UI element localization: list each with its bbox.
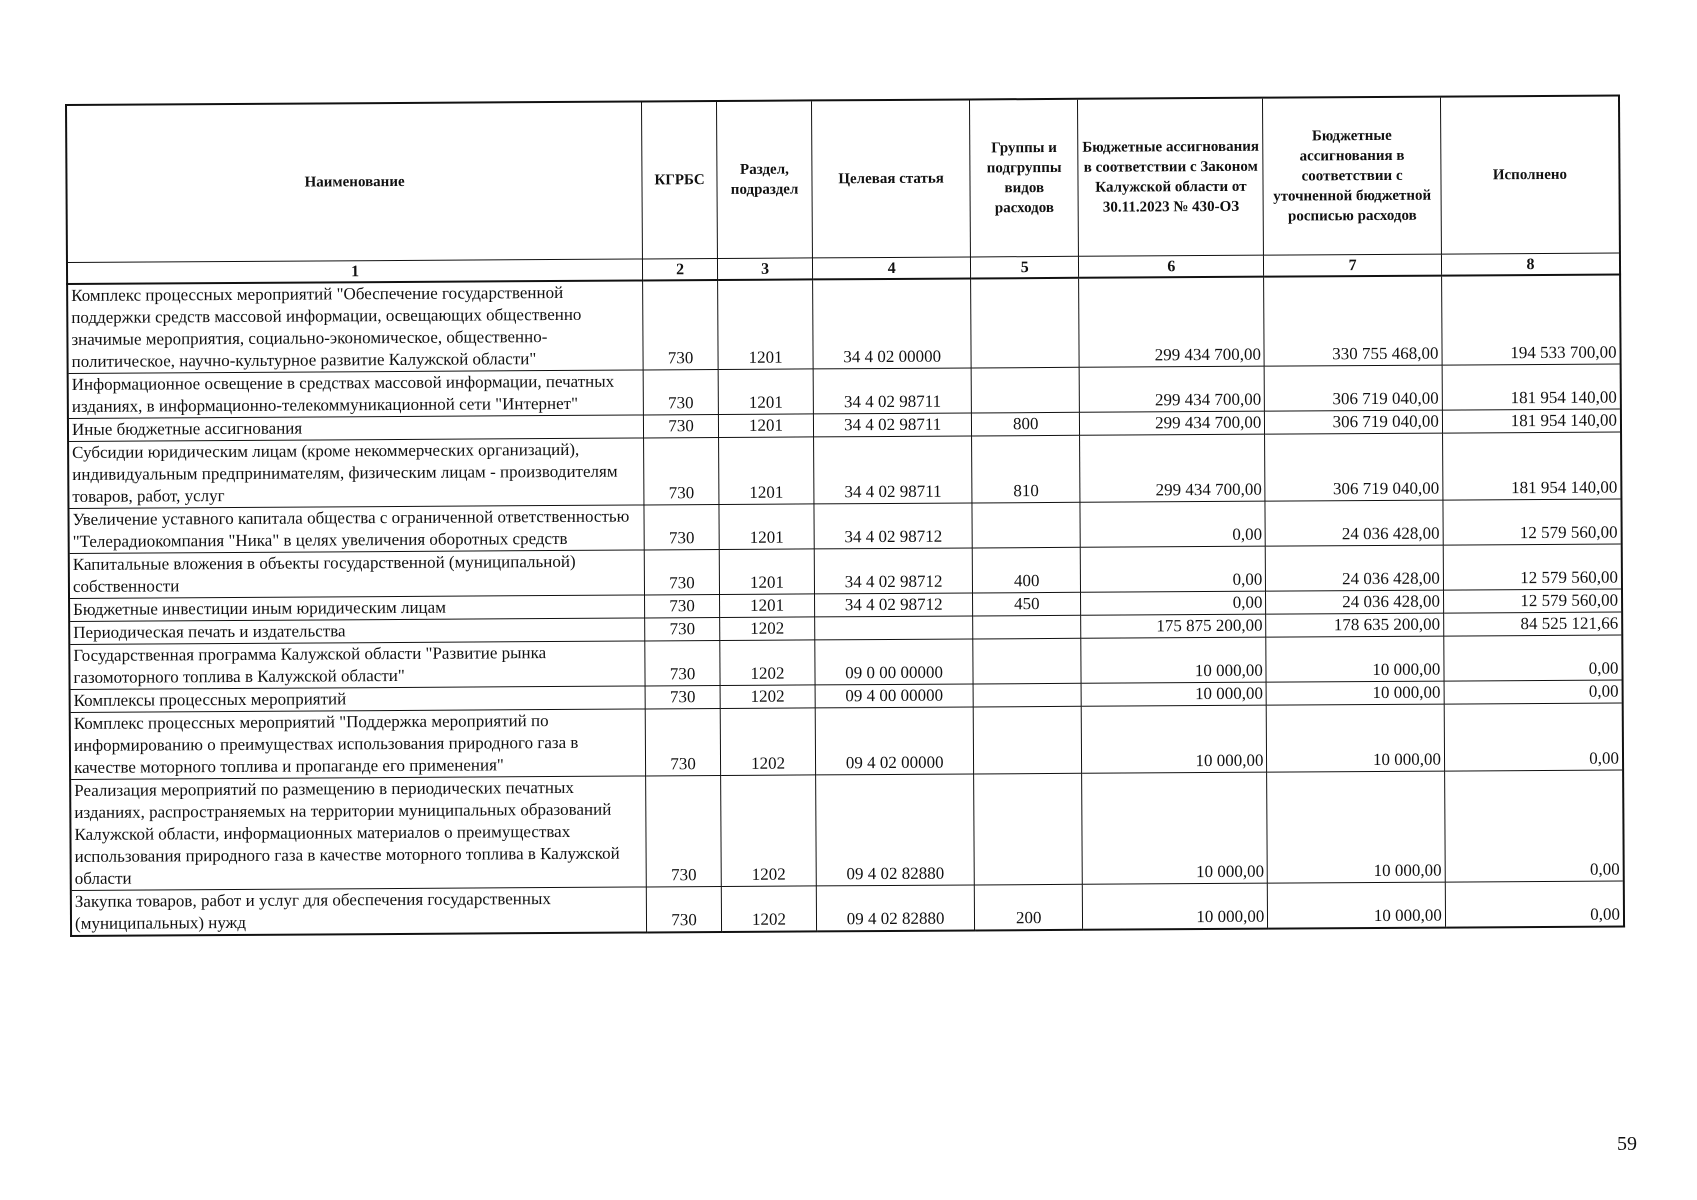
row-group: 400 <box>972 547 1080 593</box>
row-name: Капитальные вложения в объекты государственной (муниципальной) собственности <box>69 550 645 599</box>
row-kgrbs: 730 <box>645 618 720 641</box>
row-refined-amount: 306 719 040,00 <box>1265 365 1443 411</box>
row-section: 1201 <box>717 279 813 369</box>
row-section: 1202 <box>720 685 815 709</box>
row-refined-amount: 178 635 200,00 <box>1266 613 1444 637</box>
row-section: 1202 <box>720 708 816 776</box>
row-law-amount: 0,00 <box>1081 546 1266 592</box>
row-section: 1201 <box>719 504 815 550</box>
header-law: Бюджетные ассигнования в соответствии с Законом Калужской области от 30.11.2023 № 430-ОЗ <box>1078 98 1264 257</box>
row-group: 200 <box>974 884 1082 930</box>
row-group <box>973 615 1081 639</box>
row-law-amount: 10 000,00 <box>1082 772 1268 884</box>
row-section: 1202 <box>720 640 816 686</box>
column-number: 8 <box>1441 253 1620 276</box>
column-number: 1 <box>67 259 643 284</box>
row-kgrbs: 730 <box>645 641 720 686</box>
row-refined-amount: 306 719 040,00 <box>1265 433 1443 501</box>
table-row <box>71 881 1624 936</box>
row-section: 1202 <box>720 617 815 641</box>
row-group <box>972 502 1080 548</box>
row-group <box>973 706 1082 774</box>
table-row <box>67 275 1621 374</box>
table-body <box>67 275 1624 936</box>
row-executed-amount: 12 579 560,00 <box>1443 589 1622 613</box>
row-section: 1201 <box>718 369 814 415</box>
row-refined-amount: 10 000,00 <box>1268 882 1446 929</box>
row-executed-amount: 12 579 560,00 <box>1443 499 1622 545</box>
row-target: 09 4 00 00000 <box>815 684 973 708</box>
row-executed-amount: 0,00 <box>1444 770 1623 882</box>
row-refined-amount: 24 036 428,00 <box>1265 500 1443 546</box>
row-group <box>971 278 1080 368</box>
row-target: 09 4 02 00000 <box>815 707 973 775</box>
row-group <box>974 773 1083 885</box>
row-law-amount: 175 875 200,00 <box>1081 614 1266 638</box>
header-target: Целевая статья <box>812 99 971 257</box>
row-law-amount: 0,00 <box>1081 591 1266 615</box>
row-name: Субсидии юридическим лицам (кроме некоммерческих организаций), индивидуальным предпринимателям, физическим лицам - производителям товаров, работ, услуг <box>68 438 644 509</box>
column-number: 4 <box>813 257 971 279</box>
row-target <box>815 616 973 640</box>
row-target: 09 4 02 82880 <box>816 885 974 931</box>
row-name: Закупка товаров, работ и услуг для обеспечения государственных (муниципальных) нужд <box>71 887 647 936</box>
row-target: 34 4 02 98712 <box>814 548 972 594</box>
row-group <box>973 683 1081 707</box>
row-name: Комплексы процессных мероприятий <box>70 686 646 713</box>
column-number: 5 <box>971 256 1079 278</box>
row-section: 1201 <box>719 594 814 618</box>
column-number: 3 <box>717 258 812 280</box>
column-number: 2 <box>643 259 718 281</box>
row-refined-amount: 10 000,00 <box>1267 704 1445 772</box>
page-number: 59 <box>1617 1133 1637 1155</box>
header-executed: Исполнено <box>1440 96 1620 255</box>
row-law-amount: 299 434 700,00 <box>1080 434 1265 502</box>
row-name: Периодическая печать и издательства <box>69 618 645 645</box>
row-law-amount: 299 434 700,00 <box>1079 366 1264 412</box>
row-group <box>973 638 1081 684</box>
row-executed-amount: 181 954 140,00 <box>1442 364 1621 410</box>
budget-table <box>65 95 1625 937</box>
row-section: 1201 <box>718 414 813 438</box>
row-executed-amount: 194 533 700,00 <box>1441 275 1620 366</box>
row-name: Комплекс процессных мероприятий "Поддержка мероприятий по информированию о преимуществах использования природного газа в качестве моторного топлива и пропаганде его применения" <box>70 709 646 780</box>
row-refined-amount: 10 000,00 <box>1267 771 1445 883</box>
row-kgrbs: 730 <box>644 505 719 550</box>
row-kgrbs: 730 <box>646 776 721 887</box>
row-target: 34 4 02 98711 <box>813 368 971 414</box>
row-target: 34 4 02 98712 <box>814 503 972 549</box>
row-kgrbs: 730 <box>644 415 719 438</box>
header-group: Группы и подгруппы видов расходов <box>970 99 1079 257</box>
row-section: 1201 <box>718 437 814 505</box>
row-executed-amount: 84 525 121,66 <box>1444 612 1623 636</box>
row-kgrbs: 730 <box>644 438 719 505</box>
row-name: Увеличение уставного капитала общества с ограниченной ответственностью "Телерадиокомпания "Ника" в целях увеличения оборотных средств <box>68 505 644 554</box>
row-kgrbs: 730 <box>645 686 720 709</box>
row-kgrbs: 730 <box>643 280 718 370</box>
row-target: 09 0 00 00000 <box>815 639 973 685</box>
row-target: 09 4 02 82880 <box>816 774 975 886</box>
row-law-amount: 10 000,00 <box>1083 883 1268 930</box>
header-row <box>66 96 1620 263</box>
row-name: Реализация мероприятий по размещению в периодических печатных изданиях, распространяемых на территории муниципальных образований Калужской области, информационных материалов о преимуществах использования природного газа в качестве моторного топлива в Калужской области <box>70 776 646 891</box>
row-executed-amount: 0,00 <box>1445 881 1624 928</box>
row-kgrbs: 730 <box>645 709 720 776</box>
column-number: 7 <box>1264 254 1442 277</box>
row-refined-amount: 330 755 468,00 <box>1264 276 1442 367</box>
row-kgrbs: 730 <box>644 550 719 595</box>
row-executed-amount: 0,00 <box>1444 635 1623 681</box>
row-name: Информационное освещение в средствах массовой информации, печатных изданиях, в информационно-телекоммуникационной сети "Интернет" <box>68 370 644 419</box>
row-executed-amount: 12 579 560,00 <box>1443 544 1622 590</box>
row-group <box>971 367 1079 413</box>
row-law-amount: 10 000,00 <box>1081 682 1266 706</box>
row-refined-amount: 10 000,00 <box>1266 681 1444 705</box>
row-section: 1202 <box>721 886 817 932</box>
row-target: 34 4 02 98712 <box>815 593 973 617</box>
row-group: 450 <box>973 592 1081 616</box>
header-section: Раздел, подраздел <box>716 100 812 258</box>
row-refined-amount: 24 036 428,00 <box>1266 545 1444 591</box>
row-target: 34 4 02 98711 <box>814 436 972 504</box>
row-law-amount: 10 000,00 <box>1081 637 1266 683</box>
row-group: 810 <box>972 435 1081 503</box>
row-executed-amount: 181 954 140,00 <box>1442 409 1621 433</box>
row-name: Государственная программа Калужской области "Развитие рынка газомоторного топлива в Калужской области" <box>69 641 645 690</box>
table-row <box>68 432 1621 508</box>
row-law-amount: 299 434 700,00 <box>1080 411 1265 435</box>
header-name: Наименование <box>66 101 643 262</box>
header-kgrbs: КГРБС <box>642 101 718 259</box>
row-target: 34 4 02 98711 <box>814 413 972 437</box>
table-row <box>70 770 1624 890</box>
row-name: Комплекс процессных мероприятий "Обеспечение государственной поддержки средств массовой информации, освещающих общественно значимые мероприятия, социально-экономическое, общественно-политическое, научно-культурное развитие Калужской области" <box>67 280 643 373</box>
row-name: Бюджетные инвестиции иным юридическим лицам <box>69 595 645 622</box>
row-executed-amount: 0,00 <box>1444 703 1623 771</box>
row-kgrbs: 730 <box>643 370 718 415</box>
table-row <box>70 703 1623 779</box>
row-law-amount: 0,00 <box>1080 501 1265 547</box>
row-executed-amount: 181 954 140,00 <box>1442 432 1621 500</box>
row-name: Иные бюджетные ассигнования <box>68 415 644 442</box>
row-kgrbs: 730 <box>645 595 720 618</box>
row-refined-amount: 24 036 428,00 <box>1266 590 1444 614</box>
row-kgrbs: 730 <box>647 887 722 933</box>
row-refined-amount: 10 000,00 <box>1266 636 1444 682</box>
column-number: 6 <box>1079 255 1264 278</box>
row-refined-amount: 306 719 040,00 <box>1265 410 1443 434</box>
row-section: 1201 <box>719 549 815 595</box>
row-law-amount: 10 000,00 <box>1082 705 1267 773</box>
row-law-amount: 299 434 700,00 <box>1079 277 1265 368</box>
row-section: 1202 <box>721 775 817 887</box>
row-group: 800 <box>972 412 1080 436</box>
row-executed-amount: 0,00 <box>1444 680 1623 704</box>
header-refined: Бюджетные ассигнования в соответствии с уточненной бюджетной росписью расходов <box>1263 97 1441 256</box>
row-target: 34 4 02 00000 <box>813 278 972 368</box>
